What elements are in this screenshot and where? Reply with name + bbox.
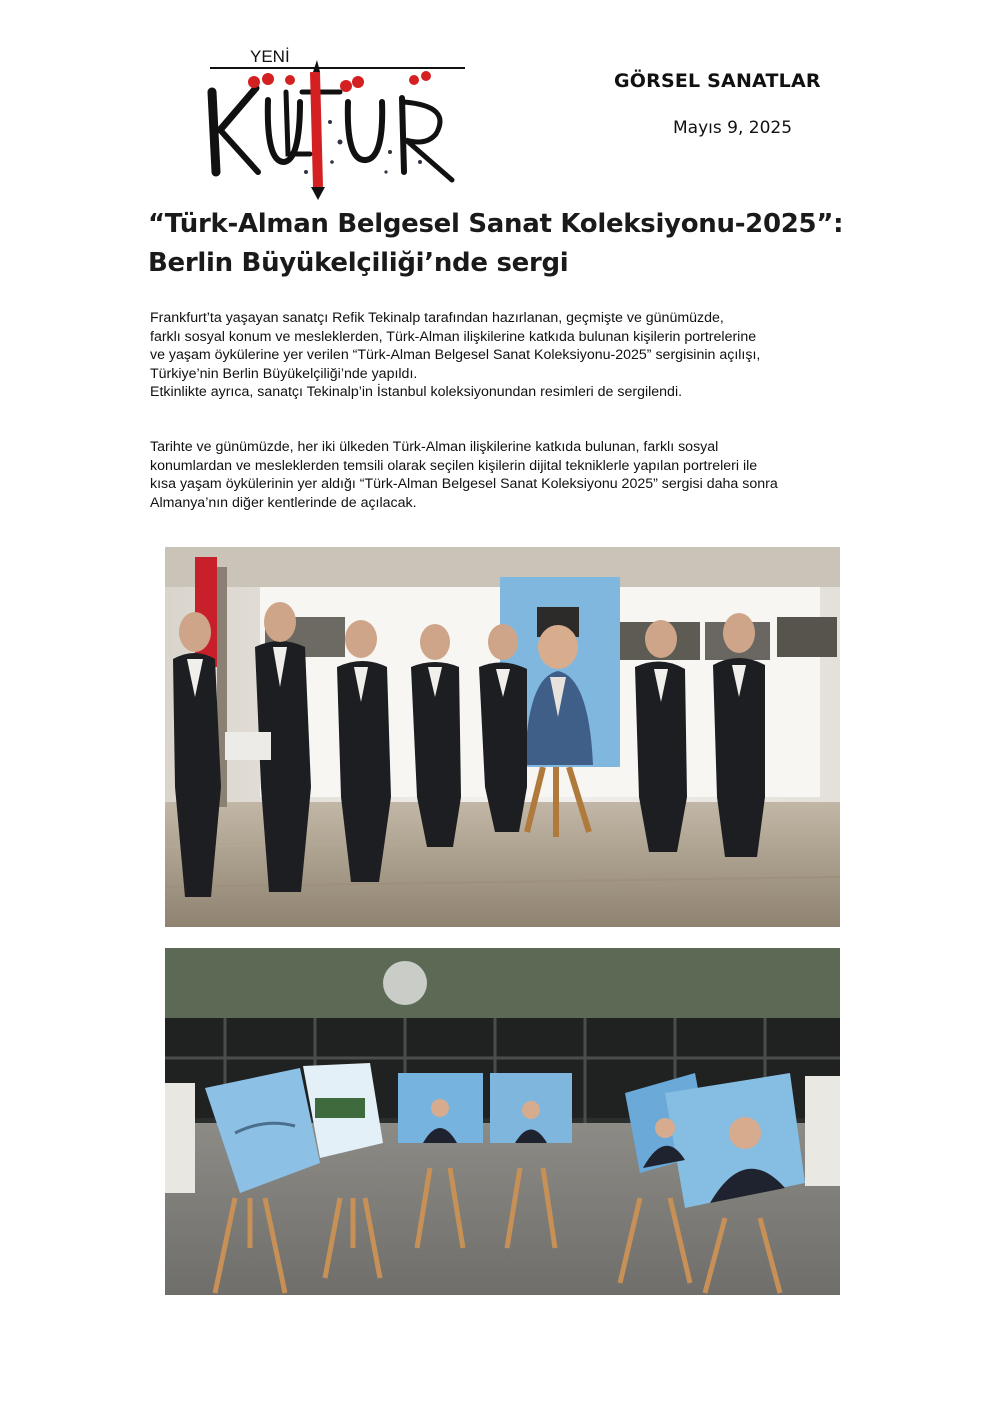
paragraph-line: Almanya’nın diğer kentlerinde de açılacak. (150, 494, 417, 511)
article-paragraph-1 (150, 309, 880, 402)
section-label[interactable]: GÖRSEL SANATLAR (614, 70, 821, 92)
yeni-kultur-logo[interactable] (190, 22, 475, 202)
paragraph-line: farklı sosyal konum ve mesleklerden, Türk-Alman ilişkilerine katkıda bulunan kişilerin portrelerine (150, 328, 757, 345)
paragraph-line: Etkinlikte ayrıca, sanatçı Tekinalp’in İstanbul koleksiyonundan resimleri de sergilendi. (150, 384, 683, 401)
title-line-2: Berlin Büyükelçiliği’nde sergi (148, 248, 569, 278)
paragraph-line: kısa yaşam öykülerinin yer aldığı “Türk-Alman Belgesel Sanat Koleksiyonu 2025” sergisi daha sonra (150, 476, 778, 493)
paragraph-line: Frankfurt’ta yaşayan sanatçı Refik Tekinalp tarafından hazırlanan, geçmişte ve günümüzde, (150, 310, 724, 326)
title-line-1: “Türk-Alman Belgesel Sanat Koleksiyonu-2025”: (148, 209, 844, 239)
paragraph-line: Tarihte ve günümüzde, her iki ülkeden Türk-Alman ilişkilerine katkıda bulunan, farklı sosyal (150, 439, 719, 455)
photo-exhibition-opening-group (165, 547, 840, 927)
paragraph-line: konumlardan ve mesleklerden temsili olarak seçilen kişilerin dijital tekniklerle yapılan portreleri ile (150, 457, 758, 474)
publish-date: Mayıs 9, 2025 (673, 118, 793, 138)
logo-text-yeni: YENİ (250, 47, 290, 66)
photo-paintings-on-easels (165, 948, 840, 1295)
article-paragraph-2 (150, 438, 880, 512)
paragraph-line: Türkiye’nin Berlin Büyükelçiliği’nde yapıldı. (150, 365, 418, 382)
paragraph-line: ve yaşam öykülerine yer verilen “Türk-Alman Belgesel Sanat Koleksiyonu-2025” sergisinin açılışı, (150, 347, 761, 364)
article-title (148, 205, 868, 283)
